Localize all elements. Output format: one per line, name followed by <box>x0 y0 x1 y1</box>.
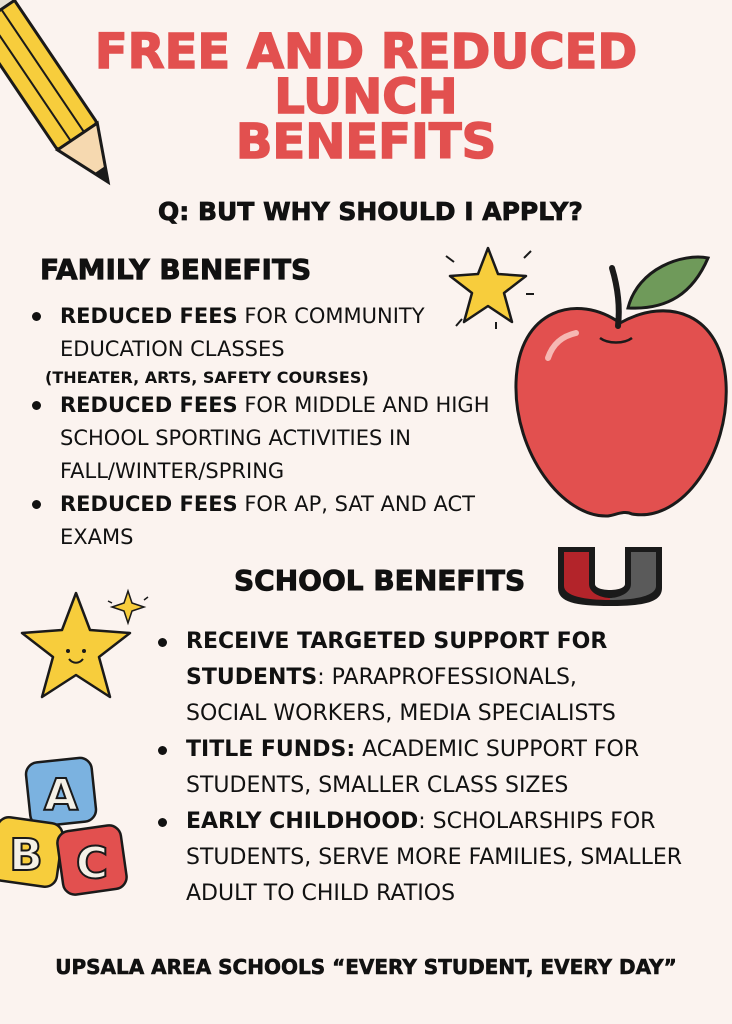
list-item-text: ACADEMIC SUPPORT FOR STUDENTS, SMALLER CLASS SIZES <box>186 737 640 798</box>
list-item-text: : PARAPROFESSIONALS, SOCIAL WORKERS, MEDIA SPECIALISTS <box>186 665 616 726</box>
list-item <box>158 732 696 804</box>
list-item <box>158 804 696 912</box>
list-item <box>32 300 480 366</box>
list-item-text: : SCHOLARSHIPS FOR STUDENTS, SERVE MORE FAMILIES, SMALLER ADULT TO CHILD RATIOS <box>186 809 683 906</box>
star-icon <box>14 585 154 715</box>
block-c-letter: C <box>75 838 109 889</box>
block-b-letter: B <box>9 830 43 881</box>
school-benefits-list <box>158 624 698 912</box>
list-item <box>158 624 646 732</box>
list-item-text: FOR COMMUNITY EDUCATION CLASSES <box>60 304 425 361</box>
list-item-bold: REDUCED FEES <box>60 304 238 328</box>
list-item-text: FOR MIDDLE AND HIGH SCHOOL SPORTING ACTIVITIES IN FALL/WINTER/SPRING <box>60 393 490 483</box>
family-benefits-heading: FAMILY BENEFITS <box>40 253 312 286</box>
family-note: (THEATER, ARTS, SAFETY COURSES) <box>45 368 369 387</box>
list-item-text: FOR AP, SAT AND ACT EXAMS <box>60 492 475 549</box>
list-item-bold: REDUCED FEES <box>60 492 238 516</box>
apple-icon <box>508 248 732 530</box>
title-line-1: FREE AND REDUCED <box>94 24 638 80</box>
block-a-letter: A <box>43 770 79 821</box>
school-benefits-heading: SCHOOL BENEFITS <box>234 564 526 597</box>
footer-tagline: UPSALA AREA SCHOOLS “EVERY STUDENT, EVERY DAY” <box>55 955 677 979</box>
u-logo-icon <box>555 544 665 608</box>
page-title <box>0 24 732 170</box>
list-item-bold: EARLY CHILDHOOD <box>186 809 419 834</box>
title-line-2: LUNCH <box>274 69 458 125</box>
family-benefits-list <box>32 300 502 554</box>
abc-blocks-icon <box>0 752 132 902</box>
list-item-bold: RECEIVE TARGETED SUPPORT FOR STUDENTS <box>186 629 608 690</box>
list-item-bold: TITLE FUNDS: <box>186 737 356 762</box>
list-item <box>32 488 510 554</box>
title-line-3: BENEFITS <box>235 114 497 170</box>
list-item-bold: REDUCED FEES <box>60 393 238 417</box>
question-heading: Q: BUT WHY SHOULD I APPLY? <box>158 197 583 226</box>
list-item <box>32 389 510 488</box>
